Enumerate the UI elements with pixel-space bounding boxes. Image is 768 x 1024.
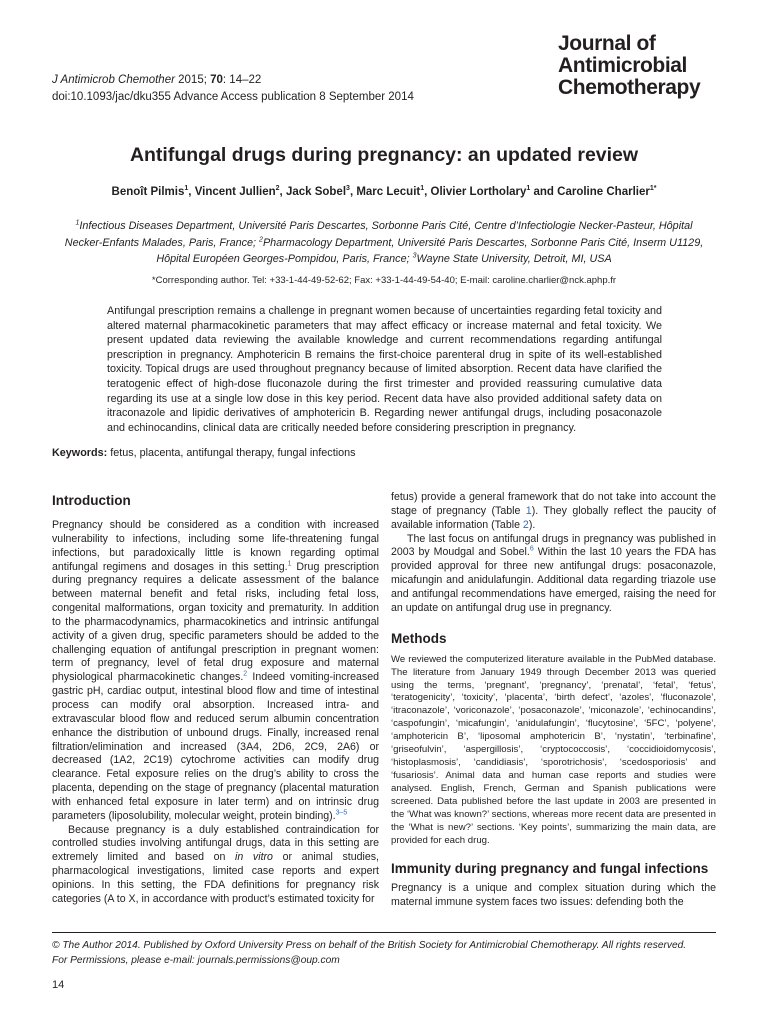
section-heading-immunity: Immunity during pregnancy and fungal infections: [391, 860, 709, 876]
citation-pages: : 14–22: [222, 74, 262, 86]
intro-paragraph: [391, 533, 716, 616]
citation-volume: 70: [210, 74, 223, 86]
journal-abbreviation: J Antimicrob Chemother: [52, 74, 175, 86]
author-sep: ,: [424, 186, 431, 198]
reference-link[interactable]: 6: [529, 545, 534, 553]
reference-link[interactable]: 3–5: [335, 809, 348, 817]
reference-link[interactable]: 2: [243, 670, 248, 678]
affil-sup: 1: [75, 219, 80, 227]
text-run: Pregnancy should be considered as a condition with increased vulnerability to infections, including some life-threatening fungal infections, but paradoxically little is known regarding optimal antifungal regimens and dosages in this setting.: [52, 519, 379, 573]
author-affil-sup: 1: [526, 185, 531, 193]
section-heading-methods: Methods: [391, 630, 447, 646]
intro-paragraph: [52, 824, 379, 907]
text-run: or animal studies, pharmacological investigations, limited case reports and expert opinions. In this setting, the FDA definitions for pregnancy risk categories (A to X, in accordance with product’s estimated toxicity for: [52, 851, 380, 905]
author-affil-sup: 1: [184, 185, 189, 193]
keywords-label: Keywords:: [52, 447, 108, 459]
text-run: ). They globally reflect the paucity of available information (Table: [391, 504, 716, 531]
author-affil-sup: 1: [420, 185, 425, 193]
text-run: Because pregnancy is a duly established contraindication for controlled studies involving antifungal drugs, data in this setting are extremely limited and based on: [52, 823, 379, 864]
article-title: Antifungal drugs during pregnancy: an updated review: [129, 144, 639, 166]
author-name[interactable]: Benoît Pilmis: [111, 186, 185, 198]
author-name[interactable]: Olivier Lortholary: [430, 186, 527, 198]
journal-title: [558, 33, 700, 99]
keywords-text: fetus, placenta, antifungal therapy, fungal infections: [107, 447, 356, 459]
journal-title-line: Journal of: [558, 32, 656, 55]
author-affil-sup: 1*: [649, 185, 657, 193]
author-affil-sup: 2: [275, 185, 280, 193]
author-sep: ,: [279, 186, 286, 198]
text-run: The last focus on antifungal drugs in pregnancy was published in 2003 by Moudgal and Sobel.: [391, 532, 716, 559]
author-sep: and: [530, 186, 558, 198]
left-column: [52, 492, 379, 907]
page-number: 14: [52, 979, 65, 991]
author-name[interactable]: Caroline Charlier: [557, 186, 650, 198]
table-link[interactable]: 1: [525, 504, 532, 517]
keywords: [52, 447, 356, 459]
copyright-line: © The Author 2014. Published by Oxford University Press on behalf of the British Society for Antimicrobial Chemotherapy. All rights reserved.: [52, 940, 687, 951]
citation-year: 2015;: [174, 74, 211, 86]
affiliations: [60, 218, 708, 268]
text-run: Drug prescription during pregnancy requires a delicate assessment of the balance between maternal benefit and fetal risks, including fetal loss, congenital malformations, organ toxicity and prematurity. In addition to the pharmacodynamics, pharmacokinetics and intrinsic antifungal activity of a given drug, specific parameters should be added to the challenging equation of antifungal prescription in pregnant women: term of pregnancy, level of fetal drug exposure and maternal physiological pharmacokinetic changes.: [52, 560, 379, 684]
affiliation-3: Wayne State University, Detroit, MI, USA: [416, 253, 612, 265]
table-link[interactable]: 2: [522, 518, 529, 531]
intro-paragraph: [52, 519, 379, 824]
author-affil-sup: 3: [346, 185, 350, 193]
author-list: [0, 186, 768, 198]
footer-divider: [52, 932, 716, 933]
text-run: Indeed vomiting-increased gastric pH, cardiac output, intestinal blood flow and time of intestinal process can modify oral absorption. Increased intra- and extravascular blood flow and reduced serum albumin concentration enhance the distribution of unbound drugs. Finally, increased renal filtration/elimination and increased (3A4, 2D6, 2C9, 2A6) or decreased (1A2, 2C19) cytochrome activities can modify drug clearance. Fetal exposure relies on the drug’s ability to cross the placenta, depending on the stage of pregnancy (placental maturation with enhanced fetal exposure in later term) and on intrinsic drug parameters (liposolubility, molecular weight, protein binding).: [52, 671, 379, 822]
text-run: ).: [528, 518, 536, 531]
text-run: Within the last 10 years the FDA has provided approval for three new antifungal drugs: posaconazole, micafungin and anidulafungin. Additional data regarding triazole use and antifungal recommendations have emerged, raising the need for an update on antifungal drug use in pregnancy.: [391, 546, 716, 614]
journal-title-line: Antimicrobial: [558, 54, 687, 77]
journal-title-line: Chemotherapy: [558, 76, 701, 99]
citation-block: [52, 72, 414, 106]
text-run-italic: in vitro: [235, 851, 273, 864]
permissions-line: For Permissions, please e-mail: journals.permissions@oup.com: [52, 955, 340, 966]
affil-sup: 3: [412, 252, 417, 260]
author-name[interactable]: Jack Sobel: [285, 186, 347, 198]
affiliation-1: Infectious Diseases Department, Université Paris Descartes, Sorbonne Paris Cité, Centre d’Infectiologie Necker-Pasteur, Hôpital Necker-Enfants Malades, Paris, France;: [64, 220, 693, 249]
abstract: Antifungal prescription remains a challenge in pregnant women because of uncertainties regarding fetal toxicity and altered maternal pharmacokinetic parameters that may affect efficacy or increase maternal and fetal toxicity. We present updated data reviewing the available knowledge and current recommendations regarding antifungal prescription in pregnancy. Amphotericin B remains the first-choice parenteral drug in spite of its well-established toxicity. Topical drugs are used throughout pregnancy because of limited absorption. Recent data have clarified the teratogenic effect of high-dose fluconazole during the first trimester and provided reassuring cumulative data regarding its use at a single low dose in this key period. Recent data have also provided additional safety data on itraconazole and lipidic derivatives of amphotericin B. Regarding newer antifungal drugs, including posaconazole and echinocandins, clinical data are critically needed before considering prescription in pregnancy.: [107, 305, 662, 434]
affiliation-2: Pharmacology Department, Université Paris Descartes, Sorbonne Paris Cité, Inserm U1129, Hôpital Européen Georges-Pompidou, Paris, France;: [156, 236, 704, 265]
copyright-footer: [52, 938, 686, 968]
corresponding-author: *Corresponding author. Tel: +33-1-44-49-52-62; Fax: +33-1-44-49-54-40; E-mail: caroline.charlier@nck.aphp.fr: [151, 275, 617, 286]
right-column: [391, 491, 716, 910]
immunity-paragraph: Pregnancy is a unique and complex situation during which the maternal immune system faces two issues: defending both the: [391, 881, 716, 908]
section-heading-introduction: Introduction: [52, 493, 131, 508]
author-name[interactable]: Vincent Jullien: [194, 186, 276, 198]
author-name[interactable]: Marc Lecuit: [356, 186, 421, 198]
author-sep: ,: [349, 186, 357, 198]
citation-line: [52, 72, 414, 89]
author-sep: ,: [188, 186, 195, 198]
intro-paragraph: [391, 491, 716, 533]
methods-paragraph: We reviewed the computerized literature available in the PubMed database. The literature from January 1949 through December 2013 was queried using the terms, ‘pregnant’, ‘pregnancy’, ‘prenatal’, ‘fetal’, ‘fetus’, ‘teratogenicity’, ‘toxicity’, ‘placenta’, ‘birth defect’, ‘azoles’, ‘fluconazole’, ‘itraconazole’, ‘voriconazole’, ‘posaconazole’, ‘miconazole’, ‘echinocandins’, ‘caspofungin’, ‘micafungin’, ‘anidulafungin’, ‘flucytosine’, ‘5FC’, ‘polyene’, ‘amphotericin B’, ‘liposomal amphotericin B’, ‘nystatin’, ‘terbinafine’, ‘griseofulvin’, ‘aspergillosis’, ‘cryptococcosis’, ‘coccidioidomycosis’, ‘histoplasmosis’, ‘candidiasis’, ‘sporotrichosis’, ‘scedosporiosis’ and ‘fusariosis’. Animal data and human case reports and studies were analysed. English, French, German and Spanish publications were screened. Data published before the last update in 2003 are presented in the ‘What was known?’ sections, whereas more recent data are presented in the ‘What is new?’ sections. ‘Key points’, summarizing the main data, are provided for each drug.: [391, 653, 716, 846]
doi-line: doi:10.1093/jac/dku355 Advance Access publication 8 September 2014: [52, 91, 414, 103]
text-run: fetus) provide a general framework that do not take into account the stage of pregnancy (Table: [391, 491, 716, 517]
affil-sup: 2: [259, 235, 263, 243]
reference-link[interactable]: 1: [287, 560, 292, 567]
